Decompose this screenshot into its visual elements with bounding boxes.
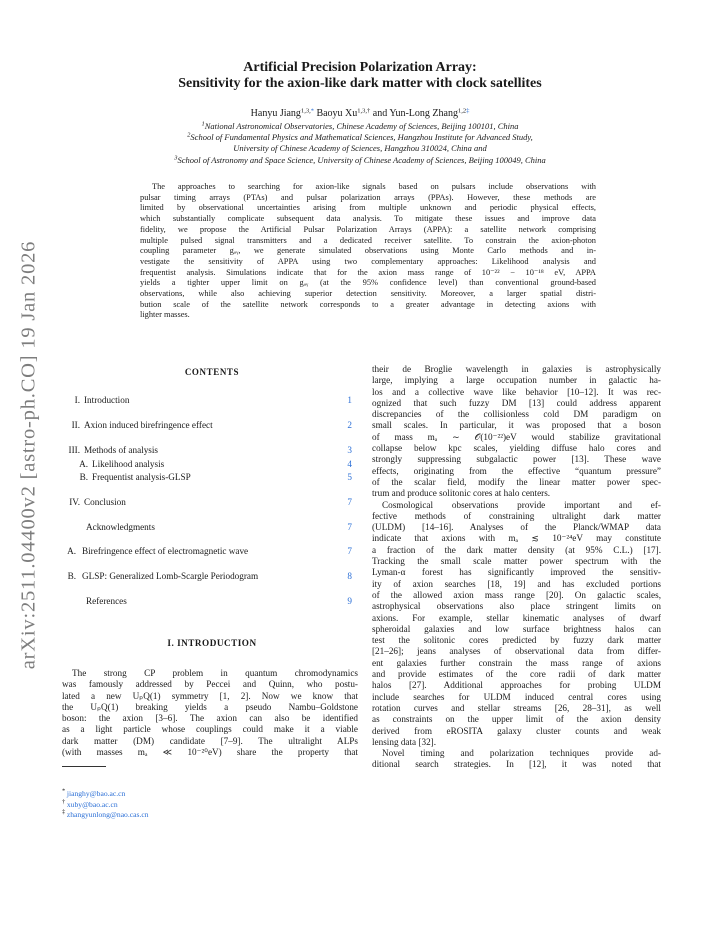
footnote-item: [62, 800, 149, 811]
abstract-line: fidelity, we propose the Artificial Pulsar Polarization Arrays (APPA): a satellite network comprising: [140, 224, 596, 234]
body-line: (with masses mₐ ≪ 10⁻²⁰eV) share the property that: [62, 747, 358, 758]
body-line: as constraints on the upper limit of the axion density: [372, 714, 661, 725]
toc-entry[interactable]: [62, 420, 362, 432]
body-line: ditional search strategies. In [12], it was noted that: [372, 759, 661, 770]
toc-number: B.: [67, 571, 76, 581]
body-line: spheroidal galaxies and low surface brightness halos can: [372, 623, 661, 634]
arxiv-identifier: arXiv:2511.04400v2 [astro-ph.CO] 19 Jan 2026: [17, 240, 40, 670]
body-line: los and a collective wave like behavior [10–12]. It was rec-: [372, 386, 661, 397]
body-line: ognized that such fuzzy DM [13] could address apparent: [372, 397, 661, 408]
author-3-email-mark[interactable]: ‡: [466, 107, 470, 115]
body-line: collapse below kpc scales, yielding diffuse halo cores and: [372, 443, 661, 454]
abstract-line: bution scale of the satellite network corresponds to a greater advantage in detecting axions with: [140, 299, 596, 309]
toc-label: Methods of analysis: [84, 445, 159, 455]
abstract-line: The approaches to searching for axion-like signals based on pulsars include observations with: [152, 182, 596, 191]
toc-number: A.: [79, 459, 88, 469]
toc-page-link[interactable]: 7: [347, 497, 352, 507]
body-line: of mass mₐ ∼ 𝒪(10⁻²²)eV would stabilize gravitational: [372, 431, 661, 442]
arxiv-sidebar-stamp: [8, 225, 50, 685]
toc-entry[interactable]: [62, 472, 362, 484]
abstract-line: observations, while also achieving superior detection sensitivity. Moreover, a larger spatial distri-: [140, 289, 596, 299]
toc-page-link[interactable]: 1: [347, 395, 352, 405]
toc-number: B.: [79, 472, 88, 482]
body-line: dark matter (DM) candidate [7–9]. The ultralight ALPs: [62, 735, 358, 746]
affiliations: [80, 121, 640, 166]
footnote-item: [62, 789, 149, 800]
body-line: indicate that axions with mₐ ≲ 10⁻²⁴eV may constitute: [372, 533, 661, 544]
abstract-line: pulsar timing arrays (PTAs) and pulsar polarization arrays (PPAs). However, these methods are: [140, 192, 596, 202]
toc-number: II.: [71, 420, 80, 430]
abstract-line: yields a tighter upper limit on gₐᵧ (at the 95% confidence level) than conventional ground-based: [140, 278, 596, 288]
toc-entry[interactable]: [62, 497, 362, 509]
body-line: boson: the axion [3–6]. The axion can also be identified: [62, 713, 358, 724]
body-line: halos [27]. Additional approaches for probing ULDM: [372, 680, 661, 691]
body-line: axions. For example, stellar kinematic analyses of dwarf: [372, 612, 661, 623]
email-link[interactable]: zhangyunlong@nao.cas.cn: [66, 810, 149, 820]
body-line: fective methods of constraining ultralight dark matter: [372, 510, 661, 521]
toc-label: Conclusion: [84, 497, 126, 507]
body-line: and provide estimates of the core radii of dark matter: [372, 669, 661, 680]
toc-entry[interactable]: [62, 522, 362, 534]
body-line: strongly suppressing subgalactic power [13]. These wave: [372, 454, 661, 465]
body-line: (ULDM) [14–16]. Analyses of the Planck/WMAP data: [372, 522, 661, 533]
abstract-line: multiple pulsed signal transmitters and a dedicated receiver satellite. To constrain the axion-photon: [140, 235, 596, 245]
footnote-mark: *: [62, 787, 67, 795]
body-line: the UₚQ(1) breaking yields a pseudo Nambu–Goldstone: [62, 701, 358, 712]
body-line: trum and produce solitonic cores at halo centers.: [372, 488, 551, 499]
toc-number: IV.: [69, 497, 80, 507]
body-line: ent galaxies further constrain the mass range of axions: [372, 657, 661, 668]
body-line: Lyman-α forest has significantly improved the sensitiv-: [372, 567, 661, 578]
toc-page-link[interactable]: 2: [347, 420, 352, 430]
abstract-line: frequentist analysis. Simulations indicate that for the axion mass range of 10⁻²² − 10⁻¹⁸ eV, APPA: [140, 267, 596, 277]
body-line: large, implying a large occupation number in galactic ha-: [372, 375, 661, 386]
body-line: lated a new UₚQ(1) symmetry [1, 2]. Now we know that: [62, 690, 358, 701]
toc-number: A.: [67, 546, 76, 556]
toc-entry[interactable]: [62, 546, 362, 558]
author-2-affil: 1,3,†: [357, 107, 371, 115]
body-line: ity of axion searches [18, 19] and has excluded portions: [372, 578, 661, 589]
toc-page-link[interactable]: 5: [347, 472, 352, 482]
body-line: Cosmological observations provide important and ef-: [382, 499, 661, 510]
author-3: and Yun-Long Zhang: [372, 108, 458, 119]
body-line: The strong CP problem in quantum chromodynamics: [72, 668, 358, 678]
toc-label: Frequentist analysis-GLSP: [92, 472, 191, 482]
body-line: astrophysical observations also place stringent limits on: [372, 601, 661, 612]
toc-entry[interactable]: [62, 395, 362, 407]
toc-entry[interactable]: [62, 459, 362, 471]
toc-label: Axion induced birefringence effect: [84, 420, 213, 430]
author-1-affil: 1,3,: [300, 107, 311, 115]
abstract-line: lighter masses.: [140, 310, 190, 320]
body-line: [21–26]; jeans analyses of observational data from differ-: [372, 646, 661, 657]
toc-page-link[interactable]: 9: [347, 596, 352, 606]
toc-label: Likelihood analysis: [92, 459, 165, 469]
body-line: derived from eROSITA galaxy cluster counts and weak: [372, 725, 661, 736]
body-line: Novel timing and polarization techniques provide ad-: [382, 748, 661, 759]
title-line-2: Sensitivity for the axion-like dark matter with clock satellites: [178, 76, 542, 91]
toc-page-link[interactable]: 7: [347, 546, 352, 556]
abstract-line: vestigate the sensitivity of APPA using two complementary approaches: Likelihood analysis and: [140, 256, 596, 266]
body-line: rotation curves and stellar streams [26, 28–31], as well: [372, 702, 661, 713]
toc-label: Acknowledgments: [86, 522, 155, 532]
abstract: [140, 182, 596, 321]
footnote-item: [62, 810, 149, 821]
body-line: of the scalar field, modify the linear matter power spec-: [372, 476, 661, 487]
email-link[interactable]: jianghy@bao.ac.cn: [66, 789, 126, 798]
author-3-affil: 1,2: [457, 107, 467, 115]
abstract-line: coupling parameter gₐᵧ, we generate simulated observations using Monte Carlo methods and in-: [140, 246, 596, 256]
affiliation-3: $^3$School of Astronomy and Space Science, University of Chinese Academy of Sciences, Beijing 100049, China: [174, 154, 546, 165]
body-line: include searches for ULDM induced central cores using: [372, 691, 661, 702]
title-line-1: Artificial Precision Polarization Array:: [243, 60, 477, 75]
author-list: [80, 108, 640, 120]
affiliation-2-cont: University of Chinese Academy of Sciences, Hangzhou 310024, China and: [233, 143, 487, 154]
toc-entry[interactable]: [62, 445, 362, 457]
email-link[interactable]: xuby@bao.ac.cn: [66, 799, 118, 809]
body-line: their de Broglie wavelength in galaxies is astrophysically: [372, 364, 661, 374]
toc-page-link[interactable]: 7: [347, 522, 352, 532]
section-introduction-heading: I. INTRODUCTION: [167, 638, 257, 648]
paper-title: [80, 60, 640, 92]
body-line: small scales. In particular, it was proposed that a boson: [372, 420, 661, 431]
body-line: of the allowed axion mass range [20]. On galactic scales,: [372, 589, 661, 600]
author-1-email-mark[interactable]: *: [310, 107, 314, 115]
toc-entry[interactable]: [62, 571, 362, 583]
body-line: as a light particle whose couplings could make it a viable: [62, 724, 358, 735]
body-line: effects, originating from the effective “quantum pressure”: [372, 465, 661, 476]
right-column-text: [372, 364, 661, 771]
left-column-text: [62, 668, 358, 758]
author-2: Baoyu Xu: [316, 108, 358, 119]
contents-heading: CONTENTS: [184, 367, 240, 377]
toc-page-link[interactable]: 4: [347, 459, 352, 469]
toc-page-link[interactable]: 8: [347, 571, 352, 581]
body-line: test the solitonic cores predicted by fuzzy dark matter: [372, 635, 661, 646]
toc-page-link[interactable]: 3: [347, 445, 352, 455]
toc-label: Birefringence effect of electromagnetic wave: [82, 546, 249, 556]
footnote-mark: ‡: [62, 808, 67, 816]
abstract-line: which substantially complicate subsequent data analysis. To mitigate these issues and improve data: [140, 214, 596, 224]
toc-label: Introduction: [84, 395, 130, 405]
body-line: was famously addressed by Peccei and Quinn, who postu-: [62, 679, 358, 690]
toc-number: I.: [74, 395, 80, 405]
body-line: Tracking the small scale matter power spectrum with the: [372, 556, 661, 567]
body-line: a fraction of the dark matter density (at 95% C.L.) [17].: [372, 544, 661, 555]
abstract-line: limited by observational uncertainties arising from multiple unknown and periodic physical effects,: [140, 203, 596, 213]
footnote-rule: [62, 766, 106, 767]
body-line: discrepancies of the collisionless cold DM paradigm on: [372, 409, 661, 420]
toc-label: References: [86, 596, 127, 606]
affiliation-2: $^2$School of Fundamental Physics and Mathematical Sciences, Hangzhou Institute for Advanced Study,: [187, 131, 533, 143]
author-1: Hanyu Jiang: [250, 108, 301, 119]
toc-entry[interactable]: [62, 596, 362, 608]
affiliation-1: $^1$National Astronomical Observatories, Chinese Academy of Sciences, Beijing 100101, China: [201, 120, 519, 131]
footnote-mark: †: [62, 798, 67, 806]
footnotes: [62, 789, 149, 821]
body-line: lensing data [32].: [372, 736, 437, 747]
toc-label: GLSP: Generalized Lomb-Scargle Periodogram: [82, 571, 259, 581]
toc-number: III.: [68, 445, 80, 455]
